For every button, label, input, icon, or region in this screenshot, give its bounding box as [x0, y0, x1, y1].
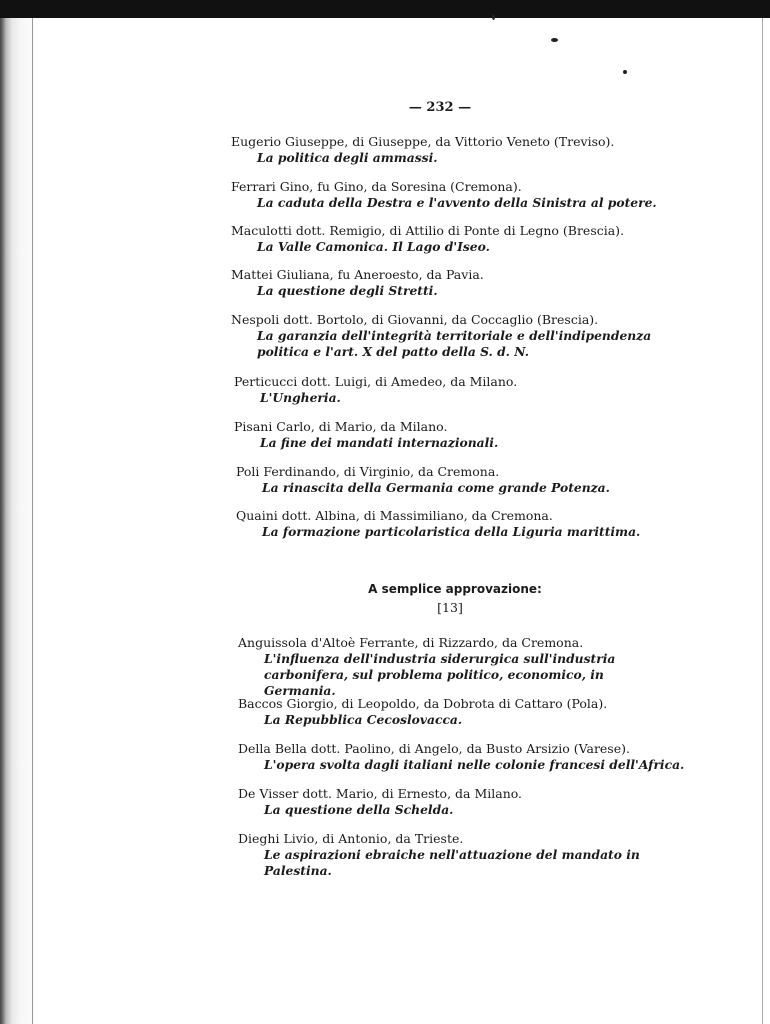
entry-name: Ferrari Gino, fu Gino, da Soresina (Cremona).	[231, 179, 522, 194]
scan-left-edge-line	[32, 18, 33, 1024]
entry	[238, 695, 708, 728]
ink-speck	[492, 14, 495, 20]
entry	[231, 133, 701, 166]
entry-title: La caduta della Destra e l'avvento della Sinistra al potere.	[257, 195, 657, 210]
entry	[236, 507, 706, 540]
entry	[238, 740, 708, 773]
ink-speck	[623, 70, 627, 74]
entry-title: La questione della Schelda.	[264, 802, 454, 817]
entry-title: La politica degli ammassi.	[257, 150, 438, 165]
entry-name: Anguissola d'Altoè Ferrante, di Rizzardo, da Cremona.	[238, 635, 584, 650]
entry	[238, 634, 678, 699]
entry	[231, 266, 701, 299]
section-heading: A semplice approvazione:	[368, 582, 542, 596]
entry-title: L'Ungheria.	[260, 390, 341, 405]
entry-title: La Valle Camonica. Il Lago d'Iseo.	[257, 239, 490, 254]
entry-name: Maculotti dott. Remigio, di Attilio di Ponte di Legno (Brescia).	[231, 223, 625, 238]
section-count: [13]	[437, 600, 463, 615]
entry-title: La questione degli Stretti.	[257, 283, 438, 298]
entry-name: Eugerio Giuseppe, di Giuseppe, da Vittorio Veneto (Treviso).	[231, 134, 615, 149]
entry	[238, 785, 708, 818]
entry-name: Quaini dott. Albina, di Massimiliano, da Cremona.	[236, 508, 553, 523]
entry-name: Dieghi Livio, di Antonio, da Trieste.	[238, 831, 464, 846]
entry-title: La Repubblica Cecoslovacca.	[264, 712, 463, 727]
entry-name: De Visser dott. Mario, di Ernesto, da Milano.	[238, 786, 523, 801]
entry-name: Pisani Carlo, di Mario, da Milano.	[234, 419, 448, 434]
entry	[231, 178, 701, 211]
entry-title: Le aspirazioni ebraiche nell'attuazione del mandato in Palestina.	[264, 847, 640, 878]
entry	[236, 463, 706, 496]
entry	[231, 222, 701, 255]
entry	[231, 311, 701, 360]
scan-left-binding-shadow	[0, 18, 40, 1024]
page-number: — 232 —	[408, 100, 472, 115]
entry-name: Della Bella dott. Paolino, di Angelo, da Busto Arsizio (Varese).	[238, 741, 630, 756]
entry-name: Perticucci dott. Luigi, di Amedeo, da Milano.	[234, 374, 518, 389]
entry	[234, 373, 704, 406]
entry	[238, 830, 678, 879]
entry-name: Mattei Giuliana, fu Aneroesto, da Pavia.	[231, 267, 484, 282]
entry-title: La fine dei mandati internazionali.	[260, 435, 499, 450]
ink-speck	[551, 38, 558, 42]
entry-title: La garanzia dell'integrità territoriale e dell'indipendenza politica e l'art. X del patto della S. d. N.	[257, 328, 652, 359]
entry	[234, 418, 704, 451]
entry-title: L'influenza dell'industria siderurgica sull'industria carbonifera, sul problema politico, economico, in Germania.	[264, 651, 616, 698]
entry-name: Baccos Giorgio, di Leopoldo, da Dobrota di Cattaro (Pola).	[238, 696, 608, 711]
scan-top-border	[0, 0, 770, 18]
entry-title: La rinascita della Germania come grande Potenza.	[262, 480, 610, 495]
scan-right-edge-line	[762, 18, 763, 1024]
entry-name: Nespoli dott. Bortolo, di Giovanni, da Coccaglio (Brescia).	[231, 312, 599, 327]
entry-title: L'opera svolta dagli italiani nelle colonie francesi dell'Africa.	[264, 757, 685, 772]
entry-name: Poli Ferdinando, di Virginio, da Cremona.	[236, 464, 500, 479]
entry-title: La formazione particolaristica della Liguria marittima.	[262, 524, 641, 539]
